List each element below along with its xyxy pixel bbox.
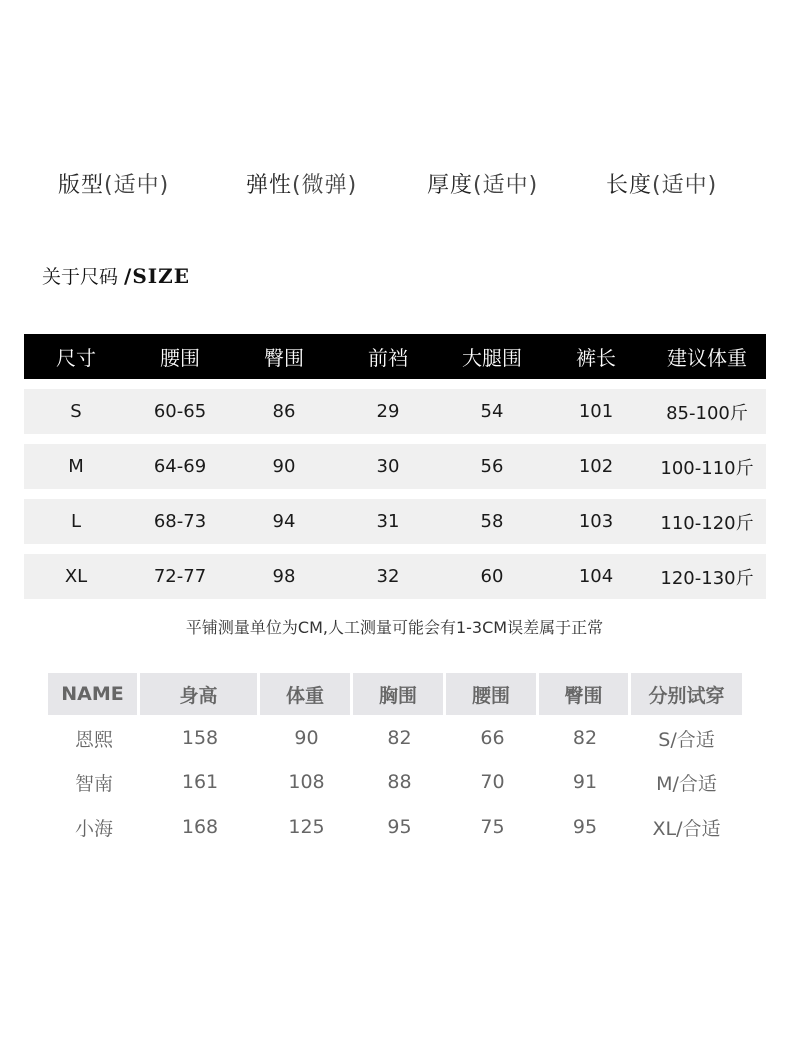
size-cell: 56 bbox=[480, 456, 504, 477]
model-header-cell: 臀围 bbox=[539, 673, 631, 715]
measurement-note: 平铺测量单位为CM,人工测量可能会有1-3CM误差属于正常 bbox=[185, 618, 604, 637]
size-cell: 104 bbox=[578, 566, 614, 587]
model-cell: 75 bbox=[480, 816, 505, 838]
model-cell: 161 bbox=[181, 771, 219, 793]
size-cell: 31 bbox=[376, 511, 400, 532]
model-cell: 恩熙 bbox=[74, 728, 113, 751]
size-cell: XL bbox=[64, 566, 88, 587]
size-section-title bbox=[42, 262, 190, 289]
attribute-thickness: 厚度(适中) bbox=[427, 173, 539, 198]
model-cell: S/合适 bbox=[658, 728, 715, 751]
size-cell: 58 bbox=[480, 511, 504, 532]
model-header-cell: 胸围 bbox=[353, 673, 446, 715]
size-cell: 60 bbox=[480, 566, 504, 587]
size-header-cell: 大腿围 bbox=[462, 346, 522, 370]
attribute-length: 长度(适中) bbox=[606, 173, 718, 198]
model-cell: 125 bbox=[288, 816, 325, 838]
size-cell: 85-100斤 bbox=[666, 402, 748, 424]
model-cell: 70 bbox=[480, 771, 505, 793]
size-cell: M bbox=[68, 456, 84, 477]
size-cell: 72-77 bbox=[153, 566, 207, 587]
model-cell: 88 bbox=[387, 771, 412, 793]
model-cell: 108 bbox=[288, 771, 325, 793]
model-cell: 91 bbox=[572, 771, 598, 793]
model-cell: 158 bbox=[181, 727, 219, 749]
size-cell: 98 bbox=[272, 566, 296, 587]
size-cell: 30 bbox=[376, 456, 400, 477]
model-cell: 82 bbox=[387, 727, 412, 749]
model-cell: XL/合适 bbox=[652, 817, 721, 840]
size-title-cn: 关于尺码 bbox=[42, 266, 125, 288]
size-cell: S bbox=[70, 401, 82, 422]
model-row bbox=[48, 807, 742, 847]
size-cell: 120-130斤 bbox=[660, 567, 754, 589]
model-row bbox=[48, 762, 742, 802]
model-cell: 90 bbox=[294, 727, 319, 749]
size-cell: 64-69 bbox=[153, 456, 207, 477]
size-cell: 60-65 bbox=[153, 401, 207, 422]
size-header-cell: 前裆 bbox=[368, 346, 408, 370]
size-cell: 101 bbox=[578, 401, 614, 422]
size-cell: 100-110斤 bbox=[660, 457, 754, 479]
size-table-header bbox=[24, 334, 766, 379]
model-table-header bbox=[48, 673, 742, 715]
size-cell: 68-73 bbox=[153, 511, 207, 532]
size-cell: 110-120斤 bbox=[660, 512, 754, 534]
size-header-cell: 尺寸 bbox=[56, 346, 96, 370]
attribute-fit: 版型(适中) bbox=[58, 173, 170, 198]
model-header-cell: 腰围 bbox=[446, 673, 539, 715]
size-cell: 103 bbox=[578, 511, 614, 532]
size-cell: 90 bbox=[272, 456, 296, 477]
size-cell: 32 bbox=[376, 566, 400, 587]
model-row bbox=[48, 718, 742, 758]
model-cell: 95 bbox=[387, 816, 412, 838]
model-cell: 小海 bbox=[74, 817, 113, 840]
model-cell: 智南 bbox=[74, 772, 113, 795]
size-header-cell: 腰围 bbox=[160, 346, 200, 370]
size-title-en: /SIZE bbox=[124, 264, 190, 288]
size-row-xl bbox=[24, 554, 766, 599]
size-cell: 102 bbox=[578, 456, 614, 477]
model-header-cell: 身高 bbox=[140, 673, 260, 715]
model-header-cell: 分别试穿 bbox=[648, 684, 725, 707]
size-row-l bbox=[24, 499, 766, 544]
size-cell: 86 bbox=[272, 401, 296, 422]
model-cell: 82 bbox=[572, 727, 598, 749]
model-cell: 95 bbox=[572, 816, 598, 838]
size-cell: 29 bbox=[376, 401, 400, 422]
size-cell: 54 bbox=[480, 401, 504, 422]
product-attributes bbox=[0, 168, 789, 208]
model-header-cell: NAME bbox=[48, 673, 140, 715]
model-cell: M/合适 bbox=[656, 772, 717, 795]
model-header-cell: 体重 bbox=[260, 673, 353, 715]
model-cell: 66 bbox=[480, 727, 505, 749]
size-cell: 94 bbox=[272, 511, 296, 532]
size-header-cell: 建议体重 bbox=[667, 346, 747, 370]
size-header-cell: 臀围 bbox=[264, 346, 304, 370]
size-row-m bbox=[24, 444, 766, 489]
size-row-s bbox=[24, 389, 766, 434]
model-cell: 168 bbox=[181, 816, 219, 838]
attribute-elasticity: 弹性(微弹) bbox=[246, 173, 358, 198]
size-header-cell: 裤长 bbox=[576, 346, 616, 370]
size-cell: L bbox=[70, 511, 82, 532]
